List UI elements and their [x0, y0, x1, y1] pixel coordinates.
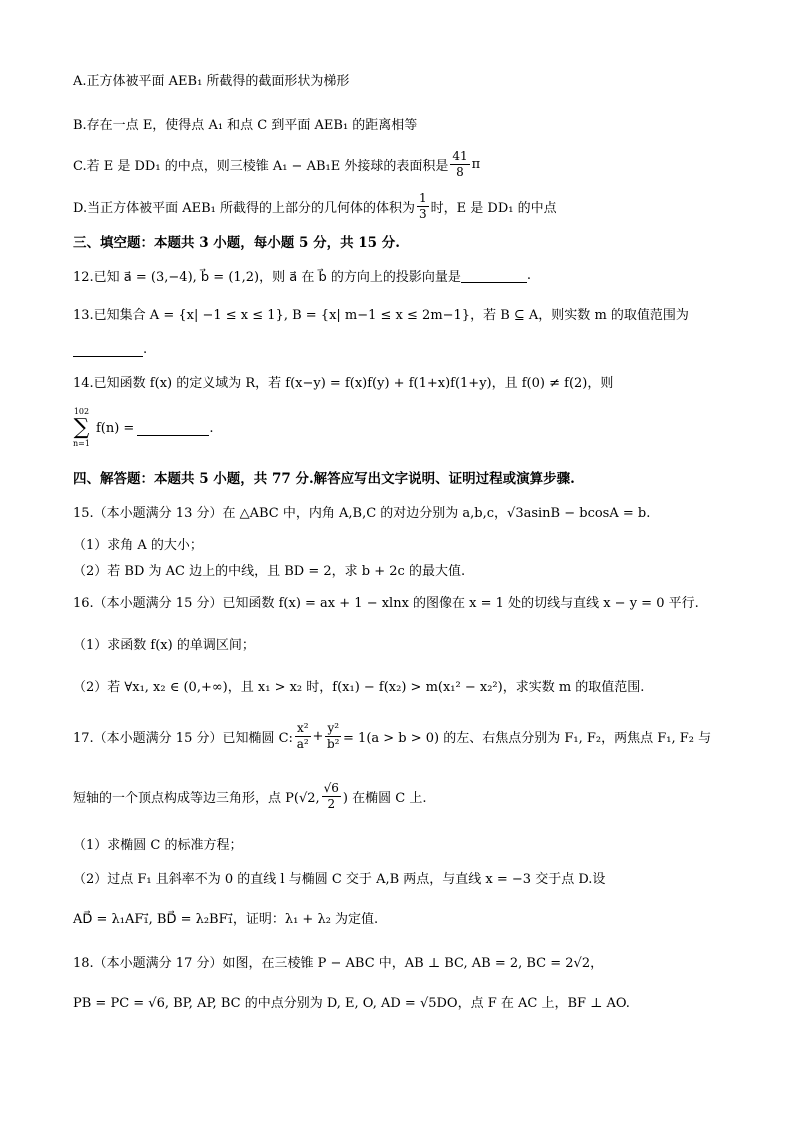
question-18-text: 18.（本小题满分 17 分）如图，在三棱锥 P − ABC 中，AB ⊥ BC, AB = 2, BC = 2√2，: [73, 955, 604, 971]
option-d-text: D.当正方体被平面 AEB₁ 所截得的上部分的几何体的体积为: [73, 200, 415, 216]
question-18-line-2: [73, 986, 733, 1016]
question-16-part-1: [73, 628, 733, 658]
fraction-denominator: 8: [456, 164, 464, 179]
question-16-part-1-text: （1）求函数 f(x) 的单调区间；: [73, 637, 255, 653]
option-a-text: A.正方体被平面 AEB₁ 所截得的截面形状为梯形: [73, 73, 350, 89]
question-17-part-1-text: （1）求椭圆 C 的标准方程；: [73, 837, 243, 853]
fraction-sqrt6-2: [322, 781, 341, 812]
question-17-line-2-end: ) 在椭圆 C 上.: [342, 790, 427, 806]
option-a: [73, 64, 733, 94]
question-17-part-2: [73, 862, 733, 892]
fraction-numerator: √6: [323, 780, 339, 795]
option-c-text: C.若 E 是 DD₁ 的中点，则三棱锥 A₁ − AB₁E 外接球的表面积是: [73, 158, 449, 174]
answer-blank[interactable]: [73, 342, 143, 357]
answer-blank[interactable]: [137, 421, 209, 436]
fraction-denominator: 3: [419, 206, 427, 221]
answer-blank[interactable]: [461, 268, 527, 283]
section-4-heading: [73, 462, 733, 492]
option-c: [73, 142, 733, 186]
question-17-text-end: = 1(a > b > 0) 的左、右焦点分别为 F₁, F₂，两焦点 F₁, F₂ 与: [343, 730, 712, 746]
option-d: [73, 184, 733, 228]
fraction-denominator: 2: [327, 796, 336, 811]
period: .: [526, 267, 532, 283]
question-16-part-2: [73, 670, 733, 700]
question-13-answer-line: [73, 334, 733, 364]
fraction-y2-b2: [325, 721, 341, 752]
question-17: [73, 714, 733, 758]
question-17-line-2-text: 短轴的一个顶点构成等边三角形，点 P(√2,: [73, 790, 320, 806]
period: .: [209, 420, 214, 436]
question-15-part-2: [73, 554, 733, 584]
question-18: [73, 946, 733, 976]
question-13-text: 13.已知集合 A = {x| −1 ≤ x ≤ 1}, B = {x| m−1 ≤ x ≤ 2m−1}，若 B ⊆ A，则实数 m 的取值范围为: [73, 307, 689, 323]
summation-sigma: ∑: [73, 415, 90, 440]
summation-upper-limit: 102: [73, 407, 90, 416]
question-18-line-2-text: PB = PC = √6, BP, AP, BC 的中点分别为 D, E, O, AD = √5DO，点 F 在 AC 上，BF ⊥ AO.: [73, 995, 630, 1011]
fraction-numerator: 41: [452, 148, 468, 163]
question-17-text: 17.（本小题满分 15 分）已知椭圆 C:: [73, 730, 293, 746]
pi-symbol: π: [471, 156, 481, 172]
question-14: [73, 366, 733, 396]
question-14-sum: [73, 406, 733, 450]
fraction-denominator: a²: [296, 736, 309, 751]
option-d-text-end: 时，E 是 DD₁ 的中点: [430, 200, 557, 216]
question-14-text: 14.已知函数 f(x) 的定义域为 R，若 f(x−y) = f(x)f(y) + f(1+x)f(1+y)，且 f(0) ≠ f(2)，则: [73, 375, 614, 391]
question-12: [73, 260, 733, 290]
fraction-numerator: 1: [419, 190, 427, 205]
section-4-heading-text: 四、解答题：本题共 5 小题，共 77 分.解答应写出文字说明、证明过程或演算步骤.: [73, 471, 575, 487]
plus-sign: +: [312, 728, 324, 744]
section-3-heading: [73, 226, 733, 256]
question-13: [73, 298, 733, 328]
question-17-part-2-cont-text: AD⃗ = λ₁AF₁⃗, BD⃗ = λ₂BF₁⃗，证明：λ₁ + λ₂ 为定值.: [73, 911, 379, 927]
question-17-part-2-cont: [73, 902, 733, 932]
question-17-part-1: [73, 828, 733, 858]
fraction-41-8: [450, 149, 469, 180]
question-15: [73, 496, 733, 526]
fraction-numerator: y²: [327, 720, 340, 735]
question-15-part-2-text: （2）若 BD 为 AC 边上的中线，且 BD = 2，求 b + 2c 的最大值.: [73, 563, 466, 579]
question-16-text: 16.（本小题满分 15 分）已知函数 f(x) = ax + 1 − xlnx 的图像在 x = 1 处的切线与直线 x − y = 0 平行.: [73, 595, 699, 611]
summation-expression: f(n) =: [95, 420, 135, 436]
option-b-text: B.存在一点 E，使得点 A₁ 和点 C 到平面 AEB₁ 的距离相等: [73, 117, 418, 133]
fraction-numerator: x²: [296, 720, 309, 735]
question-16-part-2-text: （2）若 ∀x₁, x₂ ∈ (0,+∞)，且 x₁ > x₂ 时，f(x₁) − f(x₂) > m(x₁² − x₂²)，求实数 m 的取值范围.: [73, 679, 645, 695]
question-17-part-2-text: （2）过点 F₁ 且斜率不为 0 的直线 l 与椭圆 C 交于 A,B 两点，与直线 x = −3 交于点 D.设: [73, 871, 606, 887]
summation: [73, 407, 90, 449]
question-12-text: 12.已知 a⃗ = (3,−4), b⃗ = (1,2)，则 a⃗ 在 b⃗ 的方向上的投影向量是: [73, 269, 461, 285]
fraction-x2-a2: [295, 721, 311, 752]
question-15-part-1-text: （1）求角 A 的大小；: [73, 537, 203, 553]
option-b: [73, 108, 733, 138]
question-15-text: 15.（本小题满分 13 分）在 △ABC 中，内角 A,B,C 的对边分别为 a,b,c，√3asinB − bcosA = b.: [73, 505, 651, 521]
fraction-1-3: [417, 191, 429, 222]
question-17-line-2: [73, 774, 733, 818]
section-3-heading-text: 三、填空题：本题共 3 小题，每小题 5 分，共 15 分.: [73, 235, 400, 251]
summation-lower-limit: n=1: [73, 439, 90, 448]
question-16: [73, 586, 733, 616]
period: .: [143, 341, 148, 357]
fraction-denominator: b²: [326, 736, 340, 751]
